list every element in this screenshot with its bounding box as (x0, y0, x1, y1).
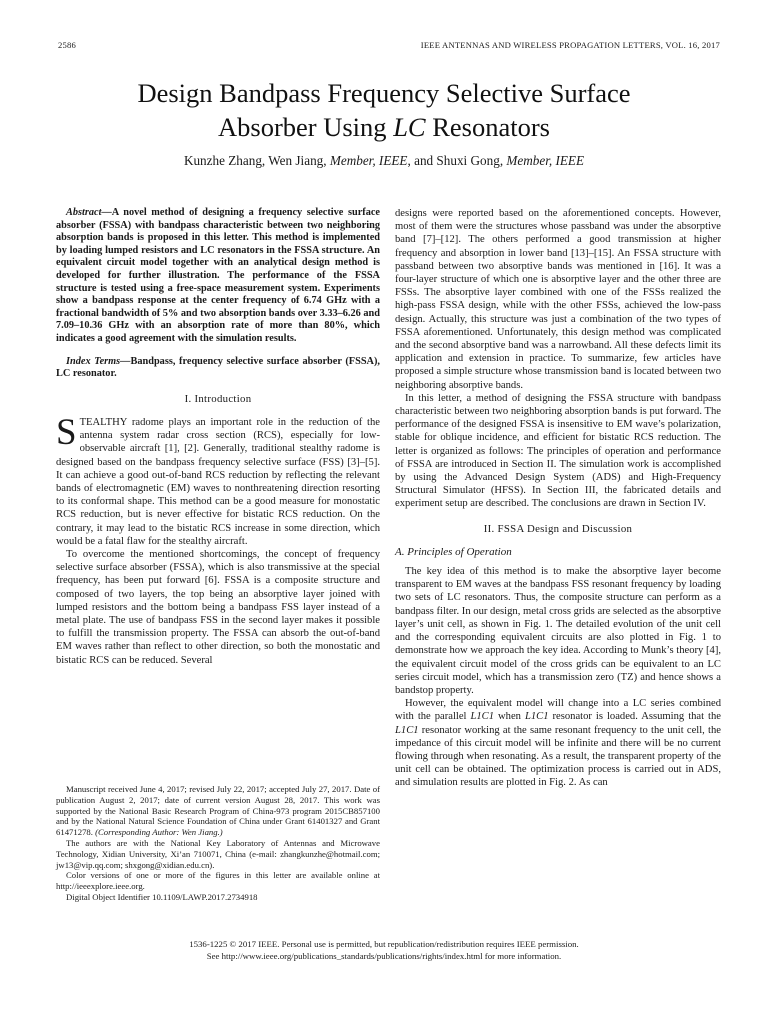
author-names-1: Kunzhe Zhang, Wen Jiang, (183, 153, 330, 168)
copyright-line-1: 1536-1225 © 2017 IEEE. Personal use is permitted, but republication/redistribution requires IEEE permission. (189, 939, 579, 949)
math-l1c1-1: L1C1 (470, 711, 495, 723)
journal-name: IEEE ANTENNAS AND WIRELESS PROPAGATION LETTERS, VOL. 16, 2017 (420, 40, 720, 50)
footnotes (56, 784, 380, 903)
intro-paragraph-2: To overcome the mentioned shortcomings, the concept of frequency selective surface absorber (FSSA), which is also transmissive at the special frequency, has been put forward [6]. FSSA is a composite structure and composed of two layers, the top being an absorptive layer joined with lumped resistors and the bottom being a bandpass FSS layer instead of a metal plate. The use of bandpass FSS in the second layer makes it possible to fulfill the transmission property. The FSSA can absorb the out-of-band EM waves rather than reflect to other direction, so both the monostatic and bistatic RCS can be reduced. Several (56, 548, 380, 666)
footnote-corresponding-author: (Corresponding Author: Wen Jiang.) (95, 827, 223, 838)
footnote-affiliation: The authors are with the National Key Laboratory of Antennas and Microwave Technology, Xidian University, Xi’an 710071, China (e-mail: zhangkunzhe@hotmail.com; jw13@vip.qq.com; shxgong@xidian.edu.cn). (56, 837, 380, 870)
footnote-color: Color versions of one or more of the figures in this letter are available online at http://ieeexplore.ieee.org. (56, 870, 380, 892)
section-heading-fssa-design: II. FSSA Design and Discussion (483, 522, 633, 535)
author-membership-1: Member, IEEE (329, 153, 408, 168)
title-line-2-italic: LC (393, 112, 426, 142)
right-paragraph-3: The key idea of this method is to make the absorptive layer become transparent to EM waves at the bandpass FSS resonant frequency by loading two sets of LC resonators. Thus, the composite structure can perform as a bandpass filter. In our design, metal cross grids are selected as the absorptive layer’s unit cell, as shown in Fig. 1. The detailed evolution of the unit cell and the corresponding equivalent circuits are also plotted in Fig. 1 to demonstrate how we approach the key idea. According to Munk’s theory [4], the equivalent circuit model of the cross grids can be equivalent to an LC series circuit model, which has a transmission zero (TZ) and hence shows a bandstop property. (395, 566, 721, 696)
index-terms-label: Index Terms— (66, 355, 131, 367)
title-line-2-post: Resonators (425, 112, 550, 142)
p4-part-c: resonator is loaded. Assuming that the (548, 711, 721, 723)
intro-paragraph-1 (56, 411, 380, 548)
section-heading-introduction: I. Introduction (184, 392, 252, 405)
footnote-manuscript-text: Manuscript received June 4, 2017; revised July 22, 2017; accepted July 27, 2017. Date of publication August 2, 2017; date of current version August 28, 2017. This work was supported by the National Basic Research Program of China-973 program 2015CB857100 and by the National Natural Science Foundation of China under Grant 61401327 and Grant 61471278. (56, 784, 380, 838)
math-l1c1-2: L1C1 (524, 711, 549, 723)
right-paragraph-1: designs were reported based on the aforementioned concepts. However, most of them were the structures whose passband was under the absorptive band [7]–[12]. The others performed a good transmission at higher frequency and absorption in lower band [13]–[15]. An FSSA structure with passband between two absorptive bands was mentioned in [16]. It was a four-layer structure of which one is absorptive layer and the other three are FSSs. The absorptive layer combined with one of the FSSs realized the high-pass FSSA design, while with the other FSSs, achieved the low-pass design. Actually, this structure was just a combination of the two types of FSSA aforementioned. Unfortunately, this design method was complicated and the second absorptive band was a narrowband. All these defects limit its application and extension in practice. To summarize, few articles have proposed a simple structure whose transmission band is located between two neighboring absorptive bands. (395, 208, 721, 391)
paper-title (40, 76, 728, 144)
abstract (56, 207, 380, 346)
copyright-line-2: See http://www.ieee.org/publications_standards/publications/rights/index.html for more information. (206, 950, 562, 961)
author-line (40, 153, 728, 169)
abstract-text: A novel method of designing a frequency selective surface absorber (FSSA) with bandpass characteristic between two neighboring absorption bands is proposed in this letter. This method is implemented by loading lumped resistors and LC resonators in the FSSA structure. An equivalent circuit model together with an analytical design method is developed for further illustration. The performance of the FSSA structure is tested using a free-space measurement system. Experiments show a bandpass response at the center frequency of 6.74 GHz with a fractional bandwidth of 5% and two absorption bands over 3.33–6.26 and 7.09–10.36 GHz with an absorption rate of more than 80%, which indicates a good agreement with the simulation results. (56, 207, 380, 344)
author-names-2: , and Shuxi Gong, (407, 153, 507, 168)
footnote-doi: Digital Object Identifier 10.1109/LAWP.2017.2734918 (66, 891, 258, 902)
author-membership-2: Member, IEEE (506, 153, 585, 168)
title-line-2 (40, 110, 728, 144)
left-column (56, 207, 380, 667)
page-number: 2586 (58, 40, 76, 50)
p4-part-b: when (494, 711, 525, 723)
index-terms (56, 356, 380, 381)
title-line-1: Design Bandpass Frequency Selective Surface (137, 78, 631, 108)
footnote-manuscript (56, 784, 380, 838)
copyright-footer (40, 939, 728, 962)
right-paragraph-2: In this letter, a method of designing the FSSA structure with bandpass characteristic between two neighboring absorption bands is put forward. The performance of the designed FSSA is insensitive to EM wave’s polarization, stable for oblique incidence, and efficient for bistatic RCS reduction. The letter is organized as follows: The principles of operation and performance of FSSA are introduced in Section II. The simulation work is accomplished by using the Advanced Design System (ADS) and High-Frequency Structural Simulator (HFSS). In Section III, the fabricated details and experiment setup are described. The conclusions are drawn in Section IV. (395, 392, 721, 510)
title-line-2-pre: Absorber Using (218, 112, 394, 142)
subsection-heading-principles: A. Principles of Operation (395, 545, 512, 558)
p4-part-a: However, the equivalent model will change into a LC series combined with the parallel (395, 698, 721, 723)
index-terms-text: Bandpass, frequency selective surface absorber (FSSA), LC resonator. (56, 355, 380, 380)
abstract-label: Abstract— (66, 207, 112, 218)
intro-paragraph-1-text: TEALTHY radome plays an important role in the reduction of the antenna system radar cross section (RCS), especially for low-observable aircraft [1], [2]. Generally, traditional stealthy radome is designed based on the bandpass frequency selective surface (FSS) [3]–[5]. It can achieve a good out-of-band RCS reduction by reflecting the relevant bands of electromagnetic (EM) waves to nonthreatening direction resorting to its conformal shape. This method can be a good measure for monostatic RCS reduction, but is never effective for bistatic RCS reduction. On the contrary, it may lead to the bistatic RCS increase in some direction, which would be a fatal flaw for the stealthy aircraft. (56, 416, 380, 547)
math-l1c1-3: L1C1 (395, 724, 419, 736)
right-paragraph-4 (395, 697, 721, 789)
drop-cap: S (56, 411, 77, 453)
right-column (395, 207, 721, 790)
p4-part-d: resonator working at the same resonant frequency to the unit cell, the impedance of this circuit model will be infinite and there will be no current flowing through when resonating. As a result, the transparent property of the unit cell can be obtained. The optimization process is carried out in ADS, and simulation results are plotted in Fig. 2. As can (395, 724, 721, 789)
